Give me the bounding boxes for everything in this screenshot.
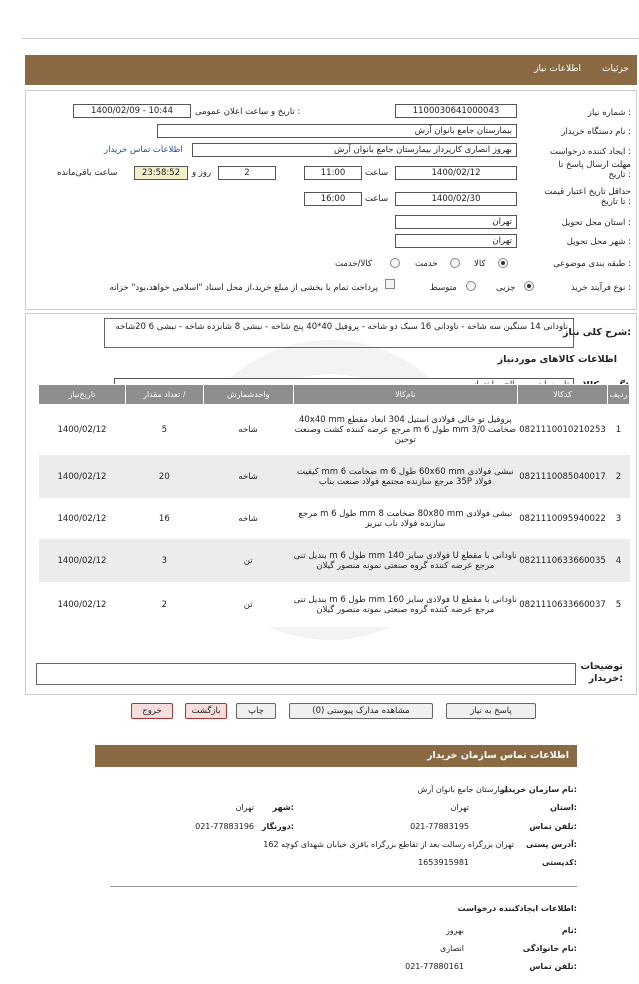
requester-header: اطلاعات ایجادکننده درخواست: xyxy=(457,904,577,913)
contact-city-value: تهران xyxy=(235,803,254,812)
contact-postal-value: 1653915981 xyxy=(418,858,469,867)
category-service-label: خدمت xyxy=(415,259,438,269)
category-goods-label: کالا xyxy=(474,259,486,269)
process-minor-label: جزیی xyxy=(496,283,516,293)
creator-field: بهروز انصاری کارپرداز بیمارستان جامع بانوان آرش xyxy=(192,143,517,157)
summary-text: ناودانی 14 سنگین سه شاخه - ناودانی 16 سبک دو شاخه - پروفیل 40*40 پنج شاخه - نبشی 8 شانزده شاخه - نبشی 6 20شاخه xyxy=(104,318,574,348)
col-unit: واحدشمارش xyxy=(203,385,293,405)
tab-need-info[interactable]: اطلاعات نیاز xyxy=(534,64,581,74)
payment-checkbox[interactable] xyxy=(385,279,395,289)
contact-province-label: استان: xyxy=(550,803,577,812)
summary-label: شرح کلی نیاز: xyxy=(562,327,631,338)
deadline-time-label: ساعت xyxy=(365,168,389,178)
table-row xyxy=(39,499,630,539)
category-label: طبقه بندی موضوعی : xyxy=(553,259,631,269)
exit-button[interactable]: خروج xyxy=(131,703,173,719)
contact-fax-label: دورنگار: xyxy=(261,822,294,831)
validity-time-label: ساعت xyxy=(365,194,389,204)
col-date: تاریخ‌نیاز xyxy=(39,385,126,405)
row-name: ناودانی با مقطع U فولادی سایز 140 mm طول 6 m بندیل تنی مرجع عرضه کننده گروه صنعتی نمونه منصور گیلان xyxy=(293,539,517,583)
row-date: 1400/02/12 xyxy=(39,499,126,539)
city-label: شهر محل تحویل : xyxy=(566,237,631,247)
row-idx: 5 xyxy=(608,583,630,627)
announce-label: تاریخ و ساعت اعلان عمومی : xyxy=(195,107,301,117)
contact-city-label: شهر: xyxy=(272,803,294,812)
row-idx: 4 xyxy=(608,539,630,583)
creator-label: ایجاد کننده درخواست : xyxy=(549,147,631,157)
tab-details[interactable]: جزئیات xyxy=(602,64,629,74)
process-medium-radio[interactable] xyxy=(466,281,476,291)
row-name: ناودانی با مقطع U فولادی سایز 160 mm طول 6 m بندیل تنی مرجع عرضه کننده گروه صنعتی نمونه منصور گیلان xyxy=(293,583,517,627)
row-date: 1400/02/12 xyxy=(39,455,126,499)
row-unit: تن xyxy=(203,583,293,627)
row-idx: 1 xyxy=(608,405,630,455)
contact-province-value: تهران xyxy=(450,803,469,812)
buyer-org-label: نام دستگاه خریدار : xyxy=(561,127,631,137)
tab-bar xyxy=(25,55,637,85)
row-unit: شاخه xyxy=(203,455,293,499)
process-minor-radio[interactable] xyxy=(524,281,534,291)
top-divider xyxy=(22,38,639,39)
days-label: روز و xyxy=(192,168,212,178)
table-row xyxy=(39,539,630,583)
table-row xyxy=(39,583,630,627)
province-field: تهران xyxy=(395,215,517,229)
row-name: نبشی فولادی 60x60 mm طول 6 m ضخامت 6 mm کیفیت فولاد 35P مرجع سازنده مجتمع فولاد صنعت بناب xyxy=(293,455,517,499)
contact-divider xyxy=(110,886,577,887)
requester-name-label: نام: xyxy=(561,926,577,935)
col-name: نام‌کالا xyxy=(293,385,517,405)
reply-button[interactable]: پاسخ به نیاز xyxy=(446,703,536,719)
goods-info-label: اطلاعات کالاهای موردنیاز xyxy=(497,354,617,365)
deadline-date-field: 1400/02/12 xyxy=(395,166,517,180)
contact-address-label: آدرس پستی: xyxy=(526,840,577,849)
contact-fax-value: 021-77883196 xyxy=(195,822,254,831)
requester-family-label: نام خانوادگی: xyxy=(522,944,577,953)
contact-address-value: تهران بزرگراه رسالت بعد از تقاطع بزرگراه باقری خیابان شهدای کوچه 162 xyxy=(263,840,514,849)
items-table xyxy=(38,384,630,627)
city-field: تهران xyxy=(395,234,517,248)
buyer-contact-link[interactable]: اطلاعات تماس خریدار xyxy=(104,145,183,155)
contact-phone-value: 021-77883195 xyxy=(410,822,469,831)
row-date: 1400/02/12 xyxy=(39,405,126,455)
contact-phone-label: تلفن تماس: xyxy=(529,822,577,831)
row-code: 0821110010210253 xyxy=(518,405,608,455)
remaining-time-field: 23:58:52 xyxy=(134,166,188,180)
row-name: پروفیل تو خالی فولادی استیل 304 ابعاد مقطع 40x40 mm ضخامت 3/0 mm طول 6 m مرجع عرضه کننده کشت وصنعت توحین xyxy=(293,405,517,455)
deadline-label: مهلت ارسال پاسخ تا تاریخ : xyxy=(558,160,631,180)
col-idx: ردیف xyxy=(608,385,630,405)
requester-phone-value: 021-77880161 xyxy=(405,962,464,971)
buyer-notes-label: توضیحات خریدار: xyxy=(580,661,623,684)
row-unit: شاخه xyxy=(203,499,293,539)
province-label: استان محل تحویل : xyxy=(561,218,631,228)
row-code: 0821110633660035 xyxy=(518,539,608,583)
remaining-label: ساعت باقی‌مانده xyxy=(57,168,118,178)
row-date: 1400/02/12 xyxy=(39,583,126,627)
row-unit: شاخه xyxy=(203,405,293,455)
row-code: 0821110095940022 xyxy=(518,499,608,539)
row-qty: 3 xyxy=(125,539,203,583)
row-qty: 5 xyxy=(125,405,203,455)
row-qty: 16 xyxy=(125,499,203,539)
contact-org-value: بیمارستان جامع بانوان آرش xyxy=(417,785,509,794)
contact-postal-label: کدپستی: xyxy=(542,858,577,867)
deadline-time-field: 11:00 xyxy=(304,166,362,180)
contact-org-label: نام سازمان خریدار: xyxy=(500,785,577,794)
row-qty: 2 xyxy=(125,583,203,627)
need-number-field: 1100030641000043 xyxy=(395,104,517,118)
process-label: نوع فرآیند خرید : xyxy=(570,283,631,293)
row-name: نبشی فولادی 80x80 mm ضخامت 8 mm طول 6 m مرجع سازنده فولاد ناب تبریز xyxy=(293,499,517,539)
attachments-button[interactable]: مشاهده مدارک پیوستی (0) xyxy=(289,703,433,719)
row-code: 0821110633660037 xyxy=(518,583,608,627)
row-date: 1400/02/12 xyxy=(39,539,126,583)
print-button[interactable]: چاپ xyxy=(236,703,276,719)
category-both-radio[interactable] xyxy=(390,258,400,268)
validity-date-field: 1400/02/30 xyxy=(395,192,517,206)
requester-phone-label: تلفن تماس: xyxy=(529,962,577,971)
table-row xyxy=(39,405,630,455)
row-qty: 20 xyxy=(125,455,203,499)
category-both-label: کالا/خدمت xyxy=(335,259,372,269)
row-idx: 3 xyxy=(608,499,630,539)
category-goods-radio[interactable] xyxy=(498,258,508,268)
items-table-wrap xyxy=(38,384,630,627)
col-qty: / تعداد مقدار xyxy=(125,385,203,405)
contact-section-header: اطلاعات تماس سازمان خریدار xyxy=(95,745,577,767)
row-code: 0821110085040017 xyxy=(518,455,608,499)
days-count-field: 2 xyxy=(218,166,276,180)
buyer-org-field: بیمارستان جامع بانوان آرش xyxy=(157,124,517,138)
validity-label: حداقل تاریخ اعتبار قیمت تا تاریخ : xyxy=(544,187,631,207)
announce-field: 1400/02/09 - 10:44 xyxy=(73,104,191,118)
requester-family-value: انصاری xyxy=(440,944,464,953)
validity-time-field: 16:00 xyxy=(304,192,362,206)
process-medium-label: متوسط xyxy=(430,283,457,293)
payment-note: پرداخت تمام یا بخشی از مبلغ خرید،از محل اسناد "اسلامی خواهد،بود" خزانه xyxy=(109,283,378,293)
category-service-radio[interactable] xyxy=(450,258,460,268)
col-code: کدکالا xyxy=(518,385,608,405)
back-button[interactable]: بازگشت xyxy=(185,703,227,719)
table-row xyxy=(39,455,630,499)
row-idx: 2 xyxy=(608,455,630,499)
row-unit: تن xyxy=(203,539,293,583)
need-number-label: شماره نیاز : xyxy=(587,108,631,118)
buyer-notes-field xyxy=(36,663,576,685)
requester-name-value: بهروز xyxy=(445,926,464,935)
